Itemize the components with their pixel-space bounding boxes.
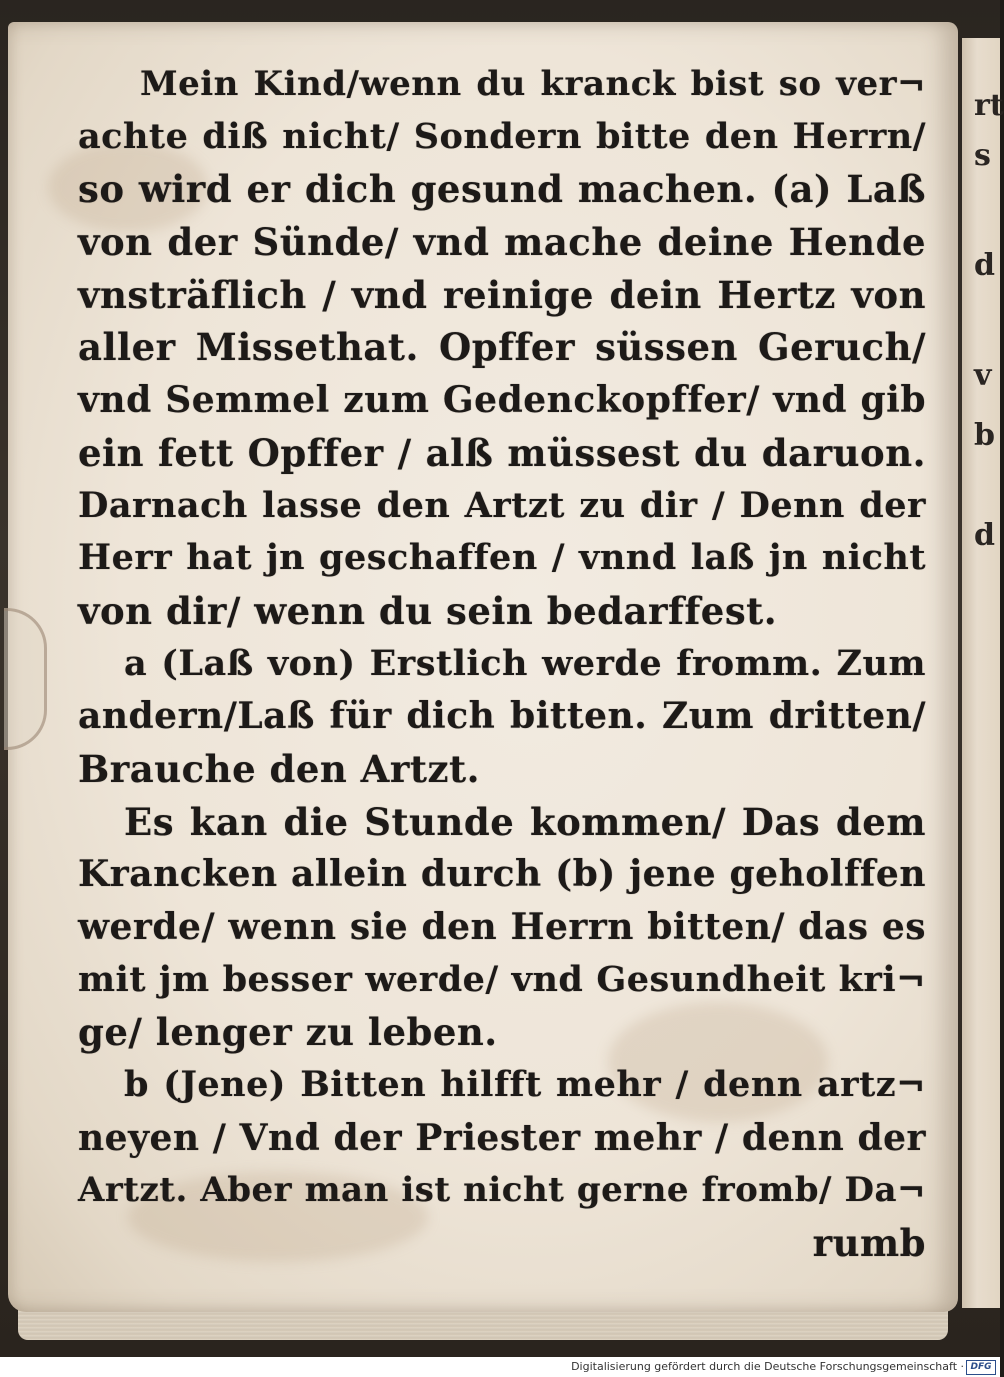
facing-page-fragment: d: [974, 248, 995, 283]
gloss-line: b (Jene) Bitten hilfft mehr / denn artz¬: [124, 1064, 926, 1106]
text-line: werde/ wenn sie den Herrn bitten/ das es: [78, 906, 926, 948]
text-line: von dir/ wenn du sein bedarffest.: [78, 588, 778, 633]
text-line: ge/ lenger zu leben.: [78, 1010, 498, 1055]
text-line: achte diß nicht/ Sondern bitte den Herrn/: [78, 115, 926, 157]
gloss-line: Artzt. Aber man ist nicht gerne fromb/ Da¬: [78, 1170, 926, 1211]
digitization-footer: [0, 1357, 1000, 1377]
text-line: aller Missethat. Opffer süssen Geruch/: [78, 325, 926, 370]
text-line: Mein Kind/wenn du kranck bist so ver¬: [140, 64, 926, 104]
text-line: mit jm besser werde/ vnd Gesundheit kri¬: [78, 958, 926, 1000]
gloss-line: Brauche den Artzt.: [78, 746, 480, 791]
text-line: vnd Semmel zum Gedenckopffer/ vnd gib: [78, 379, 926, 422]
gloss-line: neyen / Vnd der Priester mehr / denn der: [78, 1116, 926, 1159]
facing-page-fragment: s: [974, 138, 991, 173]
text-line: Es kan die Stunde kommen/ Das dem: [124, 799, 926, 844]
dfg-logo: DFG: [966, 1360, 996, 1375]
text-line: ein fett Opffer / alß müssest du daruon.: [78, 430, 926, 475]
text-line: Herr hat jn geschaffen / vnnd laß jn nicht: [78, 537, 926, 579]
text-line: von der Sünde/ vnd mache deine Hende: [78, 220, 926, 265]
gloss-line: andern/Laß für dich bitten. Zum dritten/: [78, 695, 926, 738]
facing-page-fragment: b: [974, 418, 995, 453]
facing-page-edge: [962, 38, 1004, 1308]
text-line: Darnach lasse den Artzt zu dir / Denn der: [78, 484, 926, 526]
page-text: [78, 58, 926, 1270]
text-line: Krancken allein durch (b) jene geholffen: [78, 853, 926, 896]
text-line: vnsträflich / vnd reinige dein Hertz von: [78, 272, 926, 317]
catchword: rumb: [812, 1221, 926, 1266]
facing-page-fragment: v: [974, 358, 992, 393]
gloss-line: a (Laß von) Erstlich werde fromm. Zum: [124, 642, 926, 684]
text-line: so wird er dich gesund machen. (a) Laß: [78, 167, 926, 212]
footer-credit: Digitalisierung gefördert durch die Deutsche Forschungsgemeinschaft ·: [571, 1360, 964, 1373]
facing-page-fragment: d: [974, 518, 995, 553]
clasp-shadow: [4, 608, 47, 750]
facing-page-fragment: rt: [974, 88, 1004, 123]
